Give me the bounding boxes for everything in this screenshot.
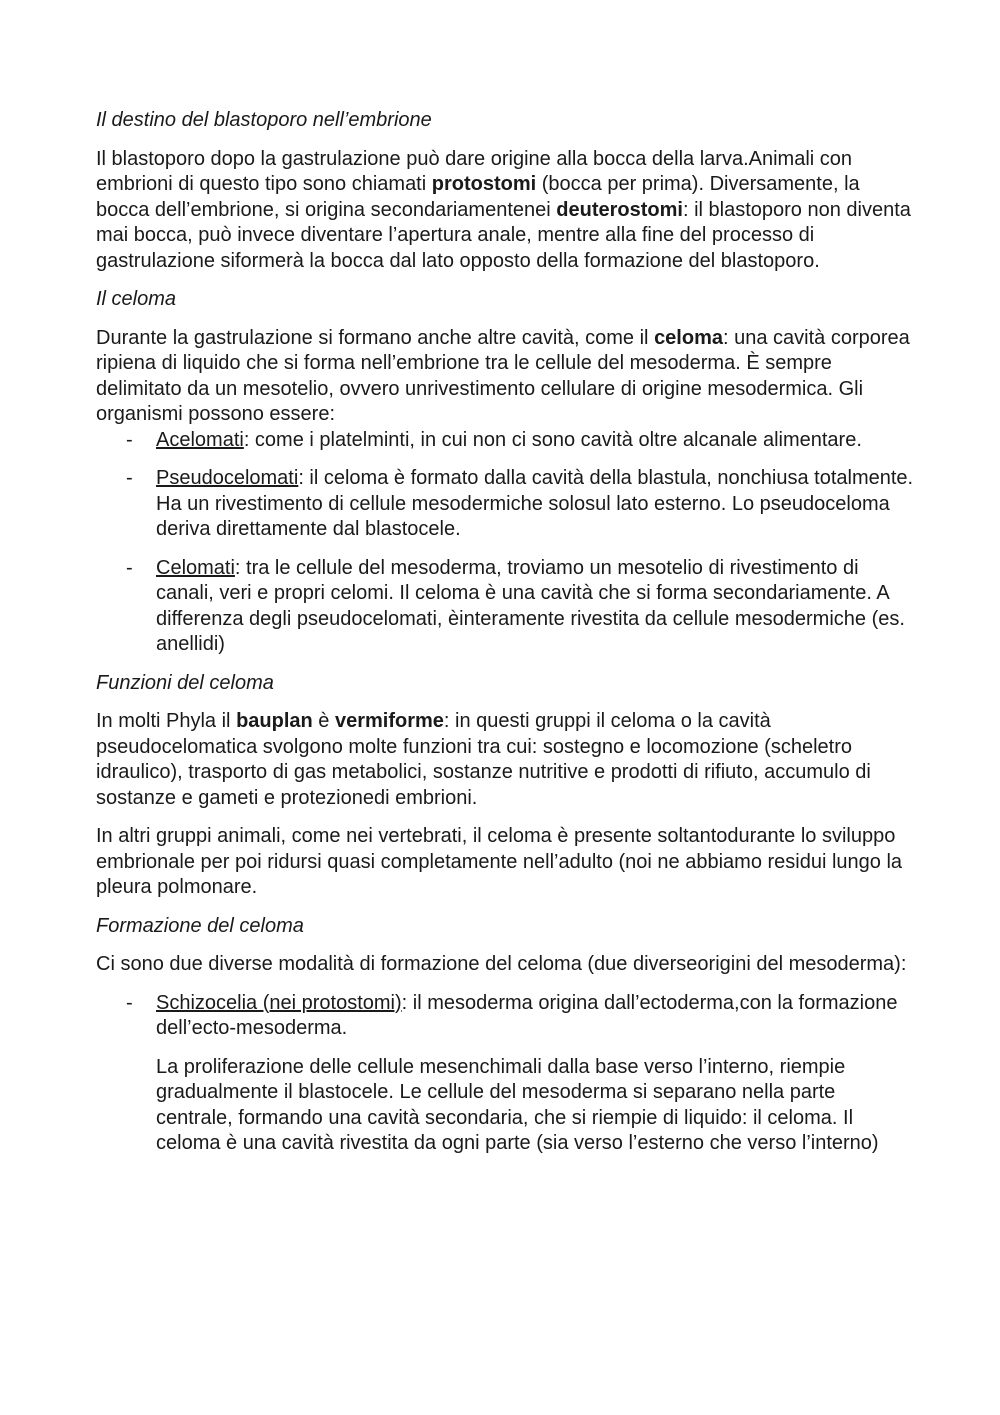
- bold-term-celoma: celoma: [654, 326, 723, 349]
- term-acelomati: Acelomati: [156, 428, 244, 451]
- section-heading-formazione: Formazione del celoma: [96, 914, 304, 937]
- text: Il blastoporo dopo la gastrulazione può dare origine alla bocca della larva.Animali con embrioni di questo tipo sono chiamati: [96, 147, 853, 195]
- list-item-text: : il celoma è formato dalla cavità della blastula, nonchiusa totalmente. Ha un rivestimento di cellule mesodermiche solosul lato esterno. Lo pseudoceloma deriva direttamente dal blastocele.: [156, 467, 914, 540]
- text: (bocca per prima). Diversamente, la bocca dell’embrione, si origina secondariamentenei: [96, 173, 860, 221]
- text: : una cavità corporea ripiena di liquido che si forma nell’embrione tra le cellule del mesoderma. È sempre delimitato da un mesotelio, ovvero unrivestimento cellulare di origine mesodermica. Gli organismi possono essere:: [96, 326, 910, 425]
- section-heading-blastopore: Il destino del blastoporo nell’embrione: [96, 109, 432, 131]
- bold-term-vermiforme: vermiforme: [334, 710, 444, 732]
- text: è: [312, 710, 335, 732]
- paragraph-vertebrati: In altri gruppi animali, come nei vertebrati, il celoma è presente soltantodurante lo sviluppo embrionale per poi ridursi quasi completamente nell’adulto (noi ne abbiamo residui lungo la pleura polmonare.: [96, 825, 903, 898]
- list-item: [96, 428, 916, 454]
- text: In molti Phyla il: [96, 710, 237, 732]
- dash-bullet: -: [126, 467, 133, 489]
- list-item-text: : come i platelminti, in cui non ci sono cavità oltre alcanale alimentare.: [243, 428, 862, 451]
- bold-term-deuterostomi: deuterostomi: [556, 198, 683, 221]
- list-item: [96, 466, 916, 543]
- organism-list: [96, 428, 916, 658]
- paragraph-funzioni: [96, 709, 916, 811]
- term-pseudocelomati: Pseudocelomati: [156, 467, 299, 489]
- list-item-text: : tra le cellule del mesoderma, troviamo un mesotelio di rivestimento di canali, veri e propri celomi. Il celoma è una cavità che si forma secondariamente. A differenza degli pseudocelomati, èinteramente rivestita da cellule mesodermiche (es. anellidi): [156, 556, 905, 655]
- document-page: [96, 108, 916, 1170]
- bold-term-bauplan: bauplan: [236, 710, 313, 732]
- paragraph-blastopore: [96, 147, 916, 275]
- paragraph-formazione: Ci sono due diverse modalità di formazione del celoma (due diverseorigini del mesoderma):: [96, 953, 907, 975]
- bold-term-protostomi: protostomi: [431, 173, 537, 195]
- paragraph-schizocelia-detail: La proliferazione delle cellule mesenchimali dalla base verso l’interno, riempie gradualmente il blastocele. Le cellule del mesoderma si separano nella parte centrale, formando una cavità secondaria, che si riempie di liquido: il celoma. Il celoma è una cavità rivestita da ogni parte (sia verso l’esterno che verso l’interno): [156, 1055, 879, 1154]
- section-heading-funzioni: Funzioni del celoma: [96, 671, 274, 694]
- text: : il blastoporo non diventa mai bocca, può invece diventare l’apertura anale, mentre alla fine del processo di gastrulazione siformerà la bocca dal lato opposto della formazione del blastoporo.: [96, 198, 911, 272]
- dash-bullet: -: [126, 991, 133, 1014]
- dash-bullet: -: [126, 556, 133, 579]
- text: : in questi gruppi il celoma o la cavità pseudocelomatica svolgono molte funzioni tra cui: sostegno e locomozione (scheletro idraulico), trasporto di gas metabolici, sostanze nutritive e prodotti di rifiuto, accumulo di sostanze e gameti e protezionedi embrioni.: [96, 710, 871, 809]
- formation-list: [96, 991, 916, 1042]
- term-schizocelia: Schizocelia (nei protostomi): [156, 991, 402, 1014]
- list-item-text: : il mesoderma origina dall’ectoderma,con la formazione dell’ecto-mesoderma.: [156, 991, 898, 1039]
- section-heading-celoma: Il celoma: [96, 288, 177, 310]
- list-item: [96, 991, 916, 1042]
- paragraph-celoma: [96, 326, 916, 428]
- term-celomati: Celomati: [156, 556, 235, 579]
- text: Durante la gastrulazione si formano anche altre cavità, come il: [96, 326, 655, 349]
- dash-bullet: -: [126, 428, 133, 451]
- list-item: [96, 556, 916, 658]
